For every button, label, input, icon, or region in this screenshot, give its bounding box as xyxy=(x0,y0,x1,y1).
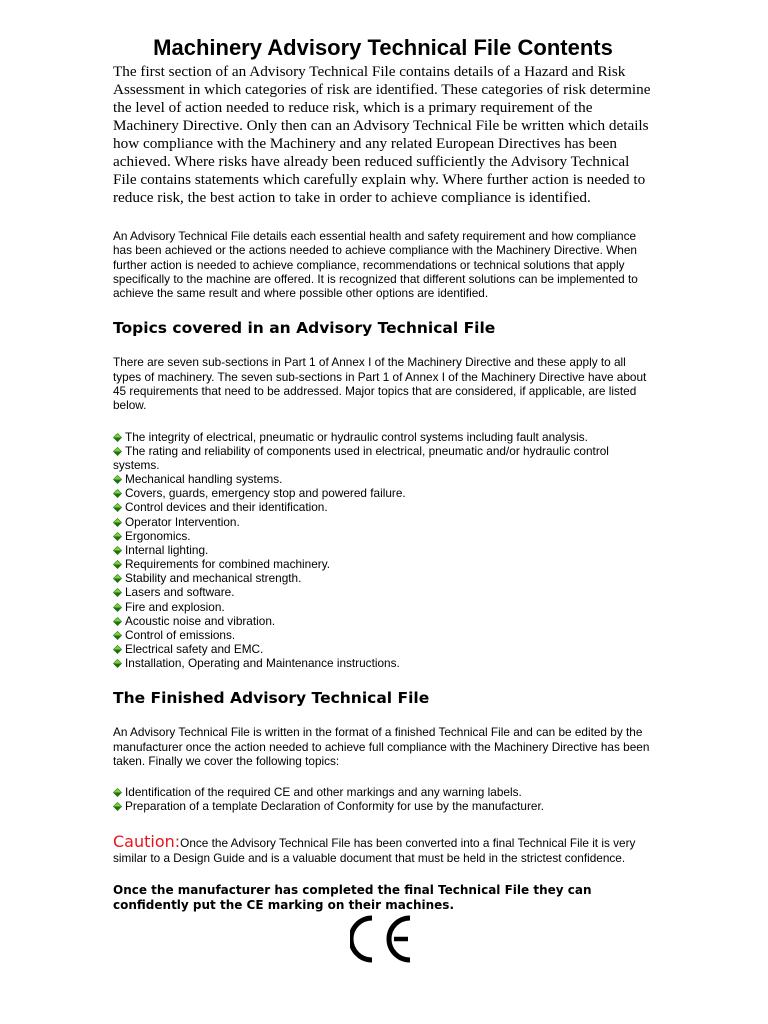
green-diamond-bullet-icon xyxy=(113,588,122,597)
list-item xyxy=(113,642,655,656)
green-diamond-bullet-icon xyxy=(113,475,122,484)
list-item xyxy=(113,444,655,472)
list-item xyxy=(113,571,655,585)
green-diamond-bullet-icon xyxy=(113,788,122,797)
list-item xyxy=(113,430,655,444)
caution-paragraph xyxy=(113,831,655,866)
list-item-text: Preparation of a template Declaration of Conformity for use by the manufacturer. xyxy=(125,799,545,814)
list-item-text: The integrity of electrical, pneumatic or hydraulic control systems including fault analysis. xyxy=(125,429,588,444)
list-item xyxy=(113,614,655,628)
list-item-text: Lasers and software. xyxy=(125,585,235,600)
list-item-text: Acoustic noise and vibration. xyxy=(125,613,276,628)
green-diamond-bullet-icon xyxy=(113,546,122,555)
list-item-text: Requirements for combined machinery. xyxy=(125,557,331,572)
list-item-text: Ergonomics. xyxy=(125,528,191,543)
caution-text: Once the Advisory Technical File has been converted into a final Technical File it is very similar to a Design Guide and is a valuable document that must be held in the strictest confidence. xyxy=(113,835,636,865)
list-item xyxy=(113,628,655,642)
list-item-text: Control of emissions. xyxy=(125,627,236,642)
list-item-text: Control devices and their identification. xyxy=(125,500,328,515)
list-item xyxy=(113,486,655,500)
list-item xyxy=(113,529,655,543)
list-item-text: Mechanical handling systems. xyxy=(125,472,283,487)
green-diamond-bullet-icon xyxy=(113,645,122,654)
document-title: Machinery Advisory Technical File Contents xyxy=(153,35,613,60)
caution-label: Caution: xyxy=(113,831,181,851)
list-item-text: Stability and mechanical strength. xyxy=(125,571,302,586)
green-diamond-bullet-icon xyxy=(113,518,122,527)
list-item-text: Internal lighting. xyxy=(125,542,209,557)
list-item-text: Installation, Operating and Maintenance instructions. xyxy=(125,656,400,671)
ce-mark-logo xyxy=(350,914,416,964)
finished-paragraph: An Advisory Technical File is written in the format of a finished Technical File and can be edited by the manufacturer once the action needed to achieve full compliance with the Machinery Directive has been taken. Finally we cover the following topics: xyxy=(113,725,650,768)
list-item xyxy=(113,799,655,813)
list-item-text: Electrical safety and EMC. xyxy=(125,642,264,657)
green-diamond-bullet-icon xyxy=(113,447,122,456)
green-diamond-bullet-icon xyxy=(113,503,122,512)
list-item xyxy=(113,785,655,799)
list-item-text: Operator Intervention. xyxy=(125,514,240,529)
document-page xyxy=(113,34,655,914)
green-diamond-bullet-icon xyxy=(113,603,122,612)
topics-paragraph: There are seven sub-sections in Part 1 of Annex I of the Machinery Directive and these apply to all types of machinery. The seven sub-sections in Part 1 of Annex I of the Machinery Directive have about 45 requirements that need to be addressed. Major topics that are considered, if applicable, are listed below. xyxy=(113,355,647,413)
list-item-text: Identification of the required CE and other markings and any warning labels. xyxy=(125,785,522,800)
body-paragraph-1: An Advisory Technical File details each essential health and safety requirement and how compliance has been achieved or the actions needed to achieve compliance with the Machinery Directive. When further action is needed to achieve compliance, recommendations or technical solutions that apply specifically to the machine are offered. It is recognized that different solutions can be implemented to achieve the same result and where possible other options are identified. xyxy=(113,229,638,301)
section-heading-topics: Topics covered in an Advisory Technical File xyxy=(113,319,496,338)
closing-statement: Once the manufacturer has completed the final Technical File they can confidently put the CE marking on their machines. xyxy=(113,882,592,913)
list-item xyxy=(113,557,655,571)
topics-list xyxy=(113,430,655,671)
intro-paragraph: The first section of an Advisory Technical File contains details of a Hazard and Risk Assessment in which categories of risk are identified. These categories of risk determine the level of action needed to reduce risk, which is a primary requirement of the Machinery Directive. Only then can an Advisory Technical File be written which details how compliance with the Machinery and any related European Directives has been achieved. Where risks have already been reduced sufficiently the Advisory Technical File contains statements which carefully explain why. Where further action is needed to reduce risk, the best action to take in order to achieve compliance is identified. xyxy=(113,63,651,206)
list-item xyxy=(113,543,655,557)
section-heading-finished: The Finished Advisory Technical File xyxy=(113,689,430,708)
list-item xyxy=(113,600,655,614)
green-diamond-bullet-icon xyxy=(113,617,122,626)
list-item xyxy=(113,515,655,529)
green-diamond-bullet-icon xyxy=(113,574,122,583)
list-item xyxy=(113,656,655,670)
green-diamond-bullet-icon xyxy=(113,802,122,811)
list-item xyxy=(113,472,655,486)
green-diamond-bullet-icon xyxy=(113,489,122,498)
list-item xyxy=(113,500,655,514)
green-diamond-bullet-icon xyxy=(113,659,122,668)
green-diamond-bullet-icon xyxy=(113,433,122,442)
list-item xyxy=(113,585,655,599)
list-item-text: The rating and reliability of components used in electrical, pneumatic and/or hydraulic control systems. xyxy=(113,443,609,472)
green-diamond-bullet-icon xyxy=(113,532,122,541)
green-diamond-bullet-icon xyxy=(113,631,122,640)
green-diamond-bullet-icon xyxy=(113,560,122,569)
finished-list xyxy=(113,785,655,813)
list-item-text: Fire and explosion. xyxy=(125,599,225,614)
list-item-text: Covers, guards, emergency stop and powered failure. xyxy=(125,486,406,501)
